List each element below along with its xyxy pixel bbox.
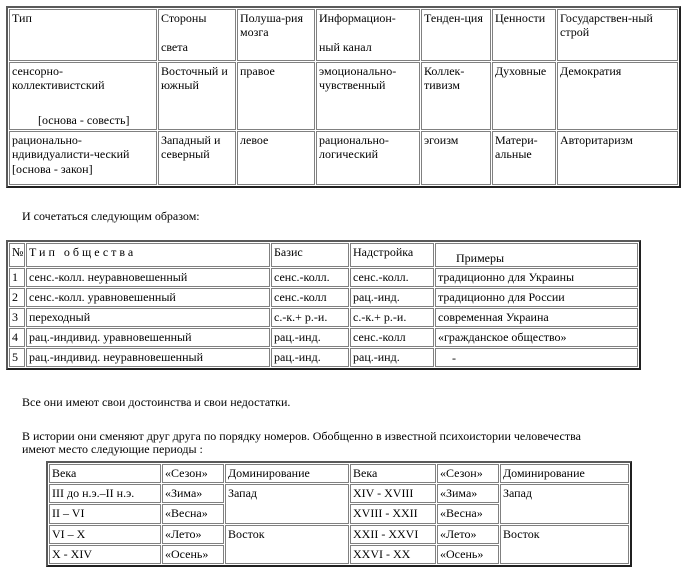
table-header-row — [49, 464, 629, 483]
header-cell-tendency: Тенден-ция — [421, 9, 491, 61]
cell-state: Авторитаризм — [557, 131, 678, 185]
cell-season: «Лето» — [162, 525, 224, 544]
cell-basis: рац.-инд. — [271, 328, 349, 347]
cell-season: «Весна» — [162, 504, 224, 523]
table-row — [9, 288, 638, 307]
header-cell-basis: Базис — [271, 243, 349, 267]
header-cell-season: «Сезон» — [162, 464, 224, 483]
cell-season: «Зима» — [162, 484, 224, 503]
paragraph-combination: И сочетаться следующим образом: — [22, 209, 200, 223]
cell-basis: сенс.-колл — [271, 288, 349, 307]
cell-channel: рационально-логический — [316, 131, 420, 185]
table-row — [9, 348, 638, 367]
typology-table — [6, 6, 681, 188]
cell-sides: Восточный и южный — [158, 62, 236, 130]
table-row — [9, 268, 638, 287]
table-header-row — [9, 243, 638, 267]
cell-dominance-west: Запад — [225, 484, 349, 523]
cell-num: 4 — [9, 328, 25, 347]
cell-season: «Весна» — [437, 504, 499, 523]
cell-ages: XVIII - XXII — [350, 504, 436, 523]
cell-channel: эмоционально-чувственный — [316, 62, 420, 130]
cell-ages: XXVI - XX — [350, 545, 436, 564]
cell-society-type: сенс.-колл. неуравновешенный — [26, 268, 270, 287]
cell-dominance-east: Восток — [500, 525, 629, 564]
cell-tendency: эгоизм — [421, 131, 491, 185]
cell-example: традиционно для Украины — [435, 268, 638, 287]
header-cell-society-type: Тип общества — [26, 243, 270, 267]
cell-example: - — [435, 348, 638, 367]
cell-superstructure: сенс.-колл. — [350, 268, 434, 287]
header-cell-sides: Стороны света — [158, 9, 236, 61]
cell-society-type: рац.-индивид. уравновешенный — [26, 328, 270, 347]
header-cell-superstructure: Надстройка — [350, 243, 434, 267]
society-types-table — [6, 240, 641, 370]
header-cell-season: «Сезон» — [437, 464, 499, 483]
cell-ages: XXII - XXVI — [350, 525, 436, 544]
cell-basis: с.-к.+ р.-и. — [271, 308, 349, 327]
cell-ages: X - XIV — [49, 545, 161, 564]
cell-superstructure: рац.-инд. — [350, 288, 434, 307]
table-row — [49, 484, 629, 503]
cell-season: «Лето» — [437, 525, 499, 544]
periods-table — [46, 461, 632, 567]
cell-society-type: сенс.-колл. уравновешенный — [26, 288, 270, 307]
cell-society-type: рац.-индивид. неуравновешенный — [26, 348, 270, 367]
cell-values: Матери-альные — [492, 131, 556, 185]
cell-hemisphere: левое — [237, 131, 315, 185]
cell-num: 2 — [9, 288, 25, 307]
paragraph-history-line2: имеют место следующие периоды : — [22, 442, 203, 456]
header-cell-values: Ценности — [492, 9, 556, 61]
cell-ages: II – VI — [49, 504, 161, 523]
paragraph-history-line1: В истории они сменяют друг друга по порядку номеров. Обобщенно в известной психоистории человечества — [22, 430, 581, 443]
table-row — [9, 308, 638, 327]
header-cell-type: Тип — [9, 9, 157, 61]
cell-superstructure: с.-к.+ р.-и. — [350, 308, 434, 327]
cell-type: рационально-ндивидуалисти-ческий [основа - закон] — [9, 131, 157, 185]
cell-basis: рац.-инд. — [271, 348, 349, 367]
header-cell-channel: Информацион- ный канал — [316, 9, 420, 61]
cell-superstructure: рац.-инд. — [350, 348, 434, 367]
header-cell-num: № — [9, 243, 25, 267]
table-header-row — [9, 9, 678, 61]
table-row — [49, 525, 629, 544]
cell-num: 1 — [9, 268, 25, 287]
cell-season: «Осень» — [162, 545, 224, 564]
table-row — [9, 62, 678, 130]
cell-tendency: Коллек-тивизм — [421, 62, 491, 130]
cell-sides: Западный и северный — [158, 131, 236, 185]
cell-values: Духовные — [492, 62, 556, 130]
table-row — [9, 328, 638, 347]
cell-season: «Зима» — [437, 484, 499, 503]
paragraph-merits: Все они имеют свои достоинства и свои недостатки. — [22, 395, 291, 409]
cell-basis: сенс.-колл. — [271, 268, 349, 287]
cell-ages: XIV - XVIII — [350, 484, 436, 503]
cell-ages: VI – X — [49, 525, 161, 544]
header-cell-dominance: Доминирование — [500, 464, 629, 483]
cell-dominance-west: Запад — [500, 484, 629, 523]
header-cell-ages: Века — [350, 464, 436, 483]
cell-example: современная Украина — [435, 308, 638, 327]
header-cell-ages: Века — [49, 464, 161, 483]
cell-num: 5 — [9, 348, 25, 367]
cell-ages: III до н.э.–II н.э. — [49, 484, 161, 503]
header-cell-hemisphere: Полуша-рия мозга — [237, 9, 315, 61]
cell-num: 3 — [9, 308, 25, 327]
cell-society-type: переходный — [26, 308, 270, 327]
cell-type: сенсорно-коллективистский [основа - совесть] — [9, 62, 157, 130]
header-cell-examples: Примеры — [435, 243, 638, 267]
cell-example: традиционно для России — [435, 288, 638, 307]
cell-season: «Осень» — [437, 545, 499, 564]
cell-hemisphere: правое — [237, 62, 315, 130]
cell-superstructure: сенс.-колл — [350, 328, 434, 347]
paragraph-history — [22, 430, 682, 456]
header-cell-dominance: Доминирование — [225, 464, 349, 483]
cell-example: «гражданское общество» — [435, 328, 638, 347]
table-row — [9, 131, 678, 185]
cell-state: Демократия — [557, 62, 678, 130]
header-cell-state: Государствен-ный строй — [557, 9, 678, 61]
cell-dominance-east: Восток — [225, 525, 349, 564]
